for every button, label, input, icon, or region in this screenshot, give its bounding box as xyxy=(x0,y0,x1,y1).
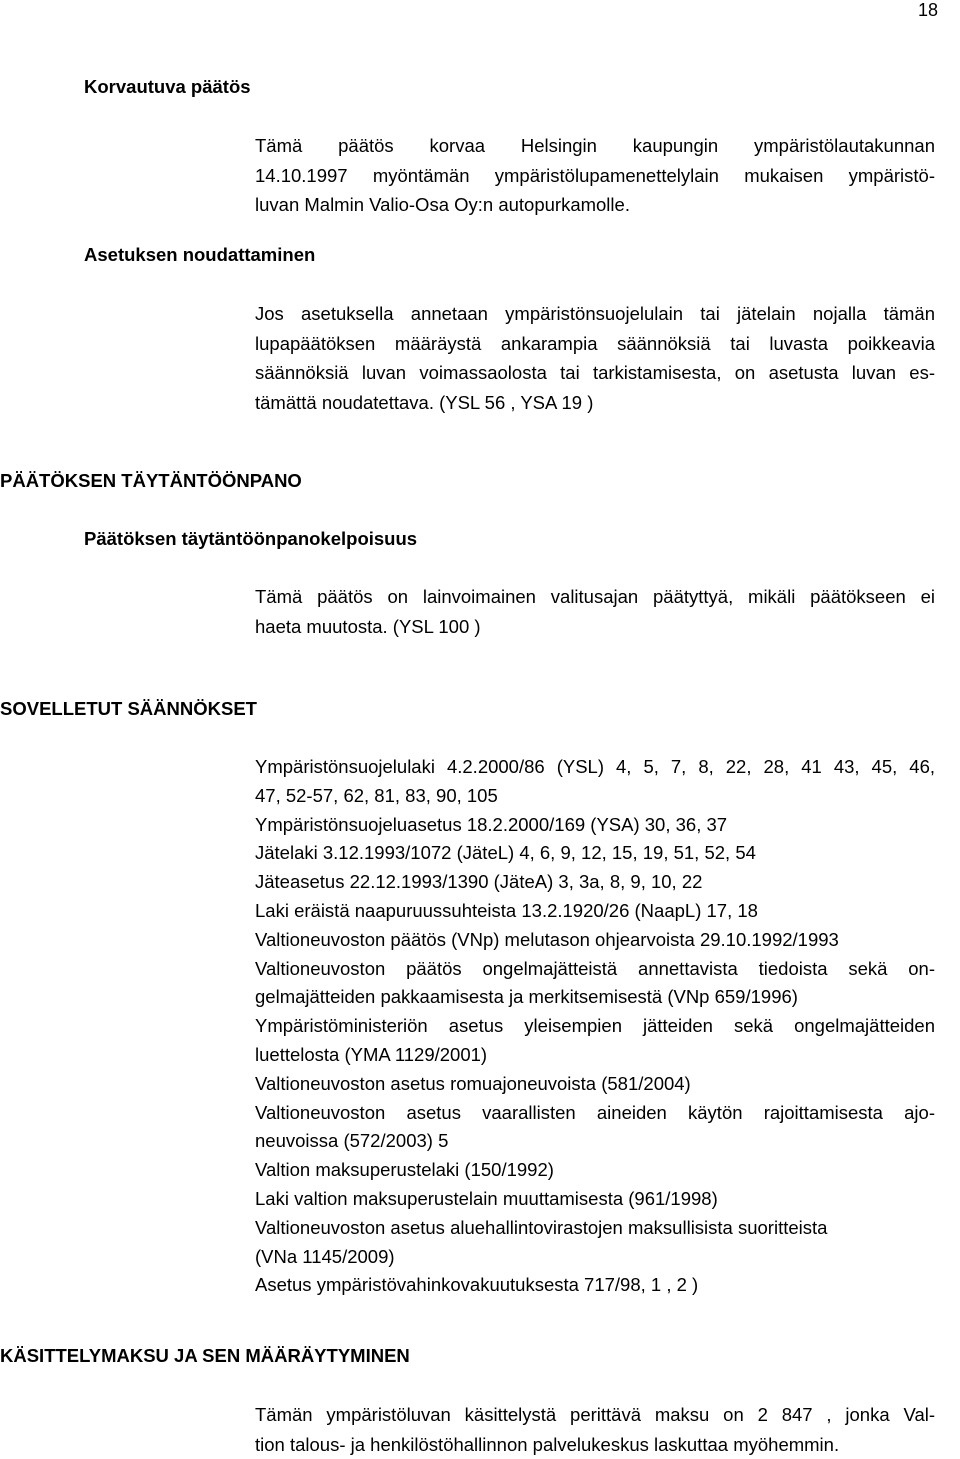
paragraph-line: luvan Malmin Valio-Osa Oy:n autopurkamolle. xyxy=(255,190,935,220)
paragraph-line: Tämän ympäristöluvan käsittelystä perittävä maksu on 2 847 , jonka Val- xyxy=(255,1400,935,1430)
regulation-line: Asetus ympäristövahinkovakuutuksesta 717/98, 1 , 2 ) xyxy=(255,1271,935,1300)
regulation-line: Jätelaki 3.12.1993/1072 (JäteL) 4, 6, 9, 12, 15, 19, 51, 52, 54 xyxy=(255,839,935,868)
page-number: 18 xyxy=(918,0,938,21)
regulation-line: Valtioneuvoston asetus vaarallisten aineiden käytön rajoittamisesta ajo- xyxy=(255,1099,935,1128)
taytantoonpano-paragraph xyxy=(255,582,935,641)
section-heading-sovelletut: SOVELLETUT SÄÄNNÖKSET xyxy=(0,698,257,720)
paragraph-line: haeta muutosta. (YSL 100 ) xyxy=(255,612,935,642)
regulation-line: Laki eräistä naapuruussuhteista 13.2.1920/26 (NaapL) 17, 18 xyxy=(255,897,935,926)
regulation-line: Valtioneuvoston asetus aluehallintovirastojen maksullisista suoritteista xyxy=(255,1214,935,1243)
regulation-line: Valtioneuvoston asetus romuajoneuvoista (581/2004) xyxy=(255,1070,935,1099)
paragraph-line: tämättä noudatettava. (YSL 56 , YSA 19 ) xyxy=(255,388,935,418)
paragraph-line: tion talous- ja henkilöstöhallinnon palvelukeskus laskuttaa myöhemmin. xyxy=(255,1430,935,1459)
paragraph-line: 14.10.1997 myöntämän ympäristölupamenettelylain mukaisen ympäristö- xyxy=(255,161,935,191)
section-heading-asetuksen: Asetuksen noudattaminen xyxy=(84,244,315,266)
korvautuva-paragraph xyxy=(255,131,935,220)
subsection-heading-taytantoonpanokelpoisuus: Päätöksen täytäntöönpanokelpoisuus xyxy=(84,528,417,550)
section-heading-taytantoonpano: PÄÄTÖKSEN TÄYTÄNTÖÖNPANO xyxy=(0,470,302,492)
regulation-line: Laki valtion maksuperustelain muuttamisesta (961/1998) xyxy=(255,1185,935,1214)
regulation-line: neuvoissa (572/2003) 5 xyxy=(255,1127,935,1156)
regulation-line: Valtion maksuperustelaki (150/1992) xyxy=(255,1156,935,1185)
regulation-line: luettelosta (YMA 1129/2001) xyxy=(255,1041,935,1070)
regulation-line: gelmajätteiden pakkaamisesta ja merkitsemisestä (VNp 659/1996) xyxy=(255,983,935,1012)
regulation-line: Ympäristönsuojelulaki 4.2.2000/86 (YSL) 4, 5, 7, 8, 22, 28, 41 43, 45, 46, xyxy=(255,753,935,782)
regulation-line: (VNa 1145/2009) xyxy=(255,1243,935,1272)
regulation-line: Ympäristöministeriön asetus yleisempien jätteiden sekä ongelmajätteiden xyxy=(255,1012,935,1041)
asetuksen-paragraph xyxy=(255,299,935,417)
regulation-line: Ympäristönsuojeluasetus 18.2.2000/169 (YSA) 30, 36, 37 xyxy=(255,811,935,840)
paragraph-line: lupapäätöksen määräystä ankarampia säännöksiä tai luvasta poikkeavia xyxy=(255,329,935,359)
kasittelymaksu-paragraph xyxy=(255,1400,935,1459)
paragraph-line: Jos asetuksella annetaan ympäristönsuojelulain tai jätelain nojalla tämän xyxy=(255,299,935,329)
regulation-line: Jäteasetus 22.12.1993/1390 (JäteA) 3, 3a, 8, 9, 10, 22 xyxy=(255,868,935,897)
paragraph-line: säännöksiä luvan voimassaolosta tai tarkistamisesta, on asetusta luvan es- xyxy=(255,358,935,388)
paragraph-line: Tämä päätös on lainvoimainen valitusajan päätyttyä, mikäli päätökseen ei xyxy=(255,582,935,612)
regulation-line: 47, 52-57, 62, 81, 83, 90, 105 xyxy=(255,782,935,811)
regulation-line: Valtioneuvoston päätös ongelmajätteistä annettavista tiedoista sekä on- xyxy=(255,955,935,984)
section-heading-korvautuva: Korvautuva päätös xyxy=(84,76,251,98)
regulation-line: Valtioneuvoston päätös (VNp) melutason ohjearvoista 29.10.1992/1993 xyxy=(255,926,935,955)
section-heading-kasittelymaksu: KÄSITTELYMAKSU JA SEN MÄÄRÄYTYMINEN xyxy=(0,1345,410,1367)
paragraph-line: Tämä päätös korvaa Helsingin kaupungin ympäristölautakunnan xyxy=(255,131,935,161)
sovelletut-list xyxy=(255,753,935,1300)
